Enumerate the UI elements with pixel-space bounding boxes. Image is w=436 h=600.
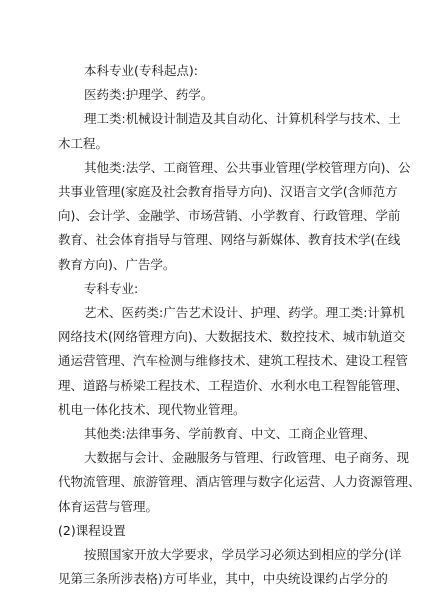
course-text-line1: 按照国家开放大学要求，学员学习必须达到相应的学分(详	[84, 547, 402, 562]
junior-heading: 专科专业:	[84, 281, 139, 296]
undergrad-others-line3: 向)、会计学、金融学、市场营销、小学教育、行政管理、学前	[58, 208, 401, 223]
junior-others-line4: 体育运营与管理。	[58, 499, 159, 514]
undergrad-medicine: 医药类:护理学、药学。	[84, 87, 214, 102]
undergrad-others-line1: 其他类:法学、工商管理、公共事业管理(学校管理方向)、公	[84, 160, 411, 175]
junior-arts-line1: 艺术、医药类:广告艺术设计、护理、药学。理工类:计算机	[84, 305, 405, 320]
undergrad-engineering-line1: 理工类:机械设计制造及其自动化、计算机科学与技术、土	[84, 111, 401, 126]
junior-arts-line5: 机电一体化技术、现代物业管理。	[58, 402, 246, 417]
junior-others-line3: 代物流管理、旅游管理、酒店管理与数字化运营、人力资源管理、	[58, 474, 421, 489]
undergrad-others-line5: 教育方向)、广告学。	[58, 257, 176, 272]
junior-arts-line3: 通运营管理、汽车检测与维修技术、建筑工程技术、建设工程管	[58, 353, 409, 368]
undergrad-others-line2: 共事业管理(家庭及社会教育指导方向)、汉语言文学(含师范方	[58, 184, 398, 199]
junior-arts-line4: 理、道路与桥梁工程技术、工程造价、水利水电工程智能管理、	[58, 378, 409, 393]
undergrad-heading: 本科专业(专科起点):	[84, 63, 198, 78]
undergrad-engineering-line2: 木工程。	[58, 136, 109, 151]
junior-others-line1: 其他类:法律事务、学前教育、中文、工商企业管理、	[84, 426, 376, 441]
undergrad-others-line4: 教育、社会体育指导与管理、网络与新媒体、教育技术学(在线	[58, 232, 401, 247]
course-text-line2: 见第三条所涉表格)方可毕业，其中，中央统设课约占学分的	[58, 571, 388, 586]
junior-others-line2: 大数据与会计、金融服务与管理、行政管理、电子商务、现	[84, 450, 410, 465]
junior-arts-line2: 网络技术(网络管理方向)、大数据技术、数控技术、城市轨道交	[58, 329, 406, 344]
course-heading: (2)课程设置	[58, 523, 126, 538]
